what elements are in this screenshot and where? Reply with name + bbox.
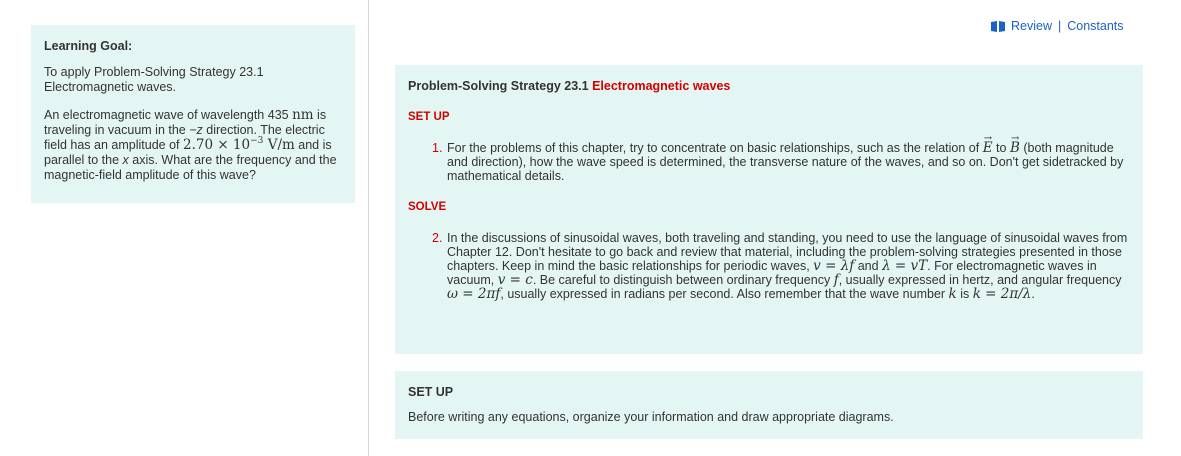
constants-link[interactable]: Constants [1067, 19, 1124, 33]
vector-e: → E [983, 141, 993, 155]
strategy-step-2: 2. In the discussions of sinusoidal waves, both traveling and standing, you need to use the language of sinusoidal waves from Chapter 12. Don't hesitate to go back and review that material, including the problem-solving strategies presented in those chapters. Keep in mind the basic relationships for periodic waves, v = λf and λ = vT. For electromagnetic waves in vacuum, v = c. Be careful to distinguish between ordinary frequency f, usually expressed in hertz, and angular frequency ω = 2πf, usually expressed in radians per second. Also remember that the wave number k is k = 2π/λ. [432, 231, 1128, 302]
setup-box-title: SET UP [408, 385, 454, 399]
learning-goal-title: Learning Goal: [44, 39, 133, 53]
link-separator: | [1058, 19, 1062, 33]
strategy-title-highlight: Electromagnetic waves [592, 79, 731, 93]
vector-b: → B [1010, 141, 1020, 155]
learning-goal-text: To apply Problem-Solving Strategy 23.1 Electromagnetic waves. [44, 65, 264, 94]
setup-label: SET UP [408, 111, 450, 123]
review-link[interactable]: Review [1011, 19, 1052, 33]
strategy-step-1: 1. For the problems of this chapter, try to concentrate on basic relationships, such as the relation of → E to → B (both magnitude and direction), how the wave speed is determined, the transverse nature of the waves, and so on. Don't get sidetracked by mathematical details. [408, 141, 1130, 183]
learning-goal-panel [31, 25, 355, 203]
solve-label: SOLVE [408, 201, 447, 213]
top-links [991, 19, 1124, 33]
strategy-box [395, 65, 1143, 354]
column-divider [368, 0, 369, 456]
problem-statement: An electromagnetic wave of wavelength 435 nm is traveling in vacuum in the −z direction. The electric field has an amplitude of $2.70 \times 10^{-3}$ V/m and is parallel to the x axis. What are the frequency and the magnetic-field amplitude of this wave? [44, 107, 337, 182]
strategy-title: Problem-Solving Strategy 23.1 Electromagnetic waves [408, 79, 731, 93]
setup-box [395, 371, 1143, 439]
book-icon [991, 21, 1005, 32]
setup-box-text: Before writing any equations, organize your information and draw appropriate diagrams. [408, 410, 894, 424]
